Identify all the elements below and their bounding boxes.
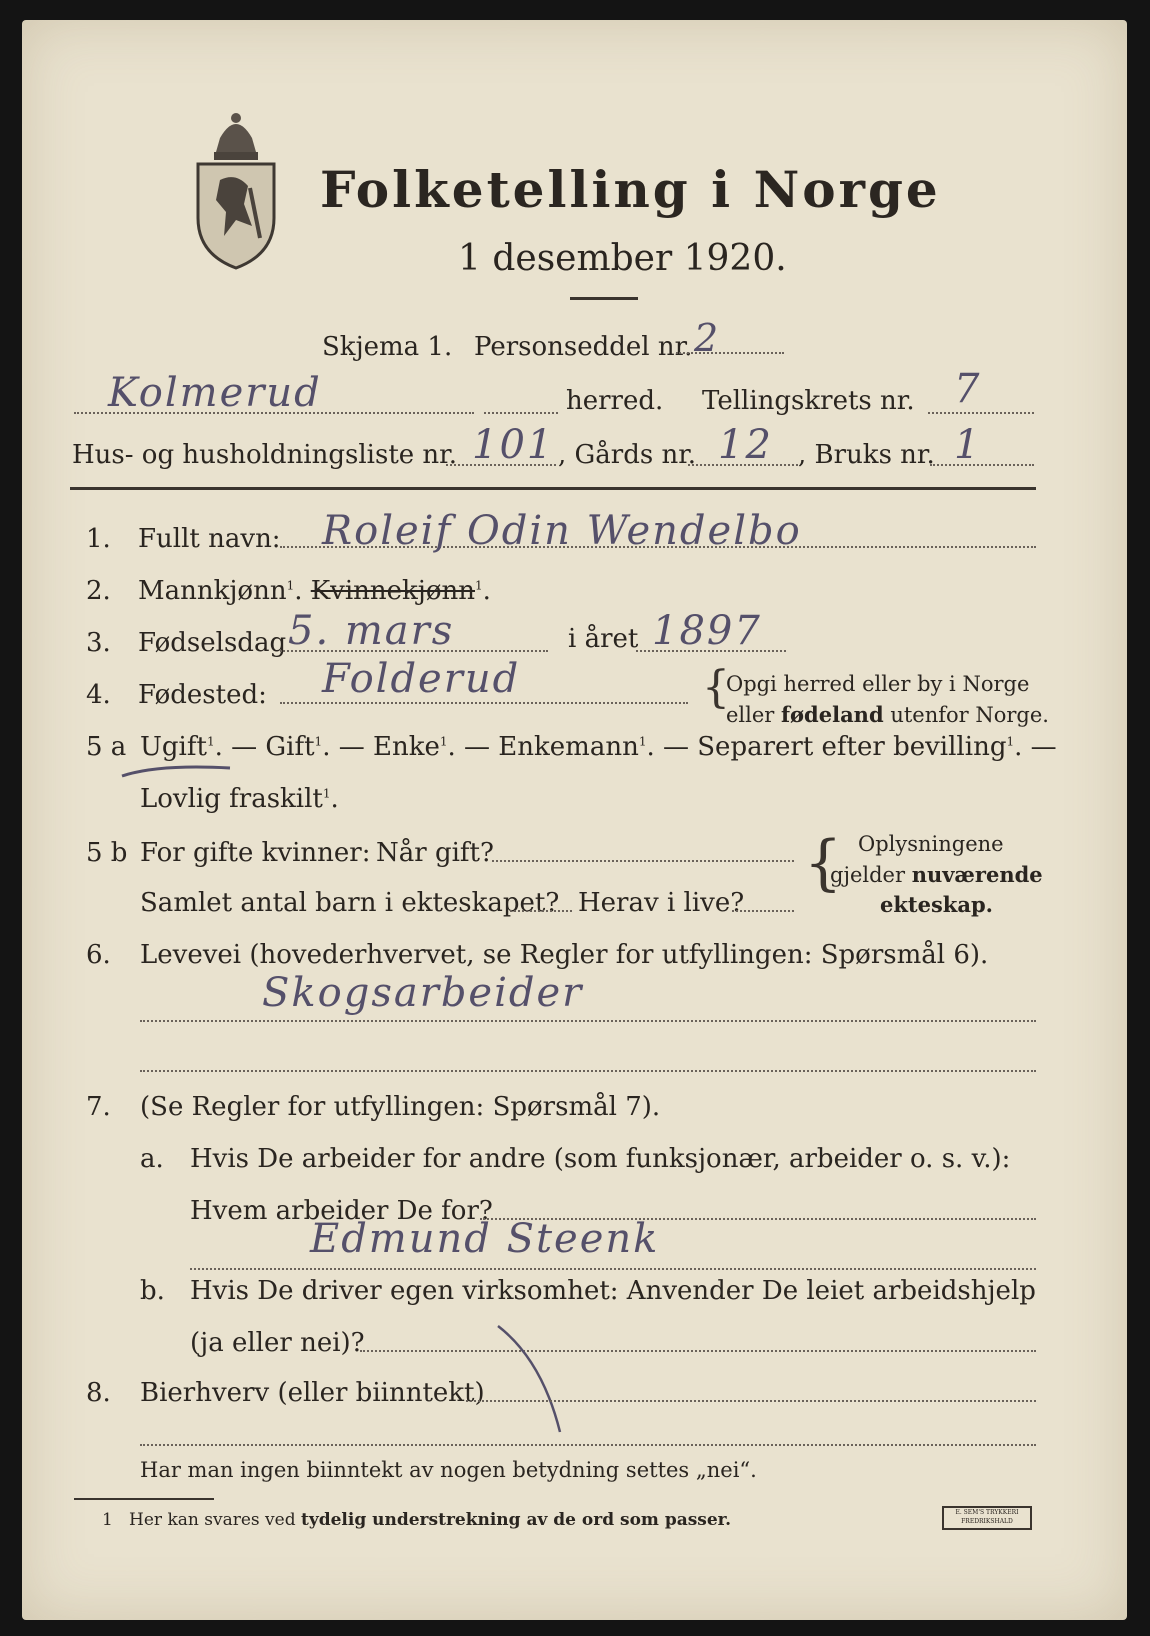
skjema-label: Skjema 1. [322, 332, 453, 362]
ugift-underline [118, 758, 238, 782]
q3-year-label: i året [568, 624, 639, 654]
q7b-number: b. [140, 1276, 165, 1306]
bruks-value: 1 [954, 422, 982, 468]
title-divider [570, 297, 638, 300]
census-form-page: Folketelling i Norge 1 desember 1920. Skjema 1. Personseddel nr. 2 Kolmerud herred. Tellingskrets nr. 7 Hus- og husholdningsliste nr. 101 , Gårds nr. 12 , Bruks nr. 1 1. Fullt navn: Roleif Odin Wendelbo 2. Mannkjønn$^1$. Kvinnekjønn$^1$. 3. Fødselsdag 5. mars i året 1897 4. Fødested: Folderud { Opgi herred eller by i Norge eller fødeland utenfor Norge. 5 a Ugift$^1$. — Gift$^1$. — Enke$^1$. — Enkemann$^1$. — Separert efter bevilling$^1$. — Lovlig fraskilt$^1$. 5 b For gifte kvinner: Når gift? Samlet antal barn i ekteskapet? Herav i live? { Oplysningene gjelder nuværende ekteskap. 6. Levevei (hovederhvervet, se Regler for utfyllingen: Spørsmål 6). Skogsarbeider 7. (Se Regler for utfyllingen: Spørsmål 7). a. Hvis De arbeider for andre (som funksjonær, arbeider o. s. v.): Hvem arbeider De for? Edmund Steenk b. Hvis De driver egen virksomhet: Anvender De leiet arbeidshjelp (ja eller nei)? 8. Bierhverv (eller biinntekt) Har man ingen biinntekt av nogen betydning settes „nei“. 1 Her kan svares ved tydelig understrekning av de ord som passer. E. SEM'S TRYKKERI FREDRIKSHALD [22, 20, 1127, 1620]
bruks-label: , Bruks nr. [798, 440, 935, 470]
lovlig-fraskilt: Lovlig fraskilt$^1$. [140, 784, 339, 814]
q7a-number: a. [140, 1144, 164, 1174]
hus-value: 101 [472, 422, 555, 468]
male-option: Mannkjønn [138, 576, 287, 606]
q5b-note-line3: ekteskap. [880, 892, 993, 917]
naar-gift-label: Når gift? [376, 838, 494, 868]
q5b-label: For gifte kvinner: [140, 838, 371, 868]
q2-number: 2. [86, 576, 111, 606]
q4-note-line1: Opgi herred eller by i Norge [726, 672, 1030, 696]
q7a-line-2 [190, 1268, 1036, 1270]
q6-line-2 [140, 1070, 1036, 1072]
samlet-barn-label: Samlet antal barn i ekteskapet? [140, 888, 560, 918]
hus-label: Hus- og husholdningsliste nr. [72, 440, 458, 470]
birth-day-value: 5. mars [288, 608, 455, 654]
norway-coat-of-arms-icon [190, 108, 282, 270]
q5a-number: 5 a [86, 732, 127, 762]
header-rule [70, 487, 1036, 490]
q8-number: 8. [86, 1378, 111, 1408]
q4-line [280, 702, 688, 704]
q7-number: 7. [86, 1092, 111, 1122]
footnote-rule [74, 1498, 214, 1500]
herred-label: herred. [566, 386, 664, 416]
bruks-line [930, 464, 1034, 466]
q5a-options: Ugift$^1$. — Gift$^1$. — Enke$^1$. — Enkemann$^1$. — Separert efter bevilling$^1$. — [140, 732, 1057, 762]
q7a-question: Hvem arbeider De for? [190, 1196, 493, 1226]
q3-label: Fødselsdag [138, 628, 287, 658]
female-option: Kvinnekjønn [310, 576, 476, 606]
herav-label: Herav i live? [578, 888, 745, 918]
personseddel-label: Personseddel nr. [474, 332, 693, 362]
printer-stamp: E. SEM'S TRYKKERI FREDRIKSHALD [942, 1506, 1032, 1530]
q5b-number: 5 b [86, 838, 128, 868]
herred-value: Kolmerud [108, 370, 322, 416]
tellingskrets-line [928, 412, 1034, 414]
personseddel-value: 2 [694, 316, 721, 360]
q1-label: Fullt navn: [138, 524, 281, 554]
q4-label: Fødested: [138, 680, 267, 710]
census-date: 1 desember 1920. [458, 238, 787, 279]
q7a-text: Hvis De arbeider for andre (som funksjonær, arbeider o. s. v.): [190, 1144, 1011, 1174]
page-title: Folketelling i Norge [320, 160, 941, 219]
q3-number: 3. [86, 628, 111, 658]
birthplace-value: Folderud [322, 656, 521, 702]
herred-line-2 [484, 412, 558, 414]
q7b-question: (ja eller nei)? [190, 1328, 365, 1358]
q4-number: 4. [86, 680, 111, 710]
employer-value: Edmund Steenk [310, 1216, 660, 1262]
footnote: 1 Her kan svares ved tydelig understrekning av de ord som passer. [102, 1510, 731, 1530]
q5b-note-line1: Oplysningene [858, 832, 1004, 856]
birth-year-value: 1897 [652, 608, 762, 654]
q7b-text: Hvis De driver egen virksomhet: Anvender De leiet arbeidshjelp [190, 1276, 1036, 1306]
q6-number: 6. [86, 940, 111, 970]
q4-note-line2: eller fødeland utenfor Norge. [726, 702, 1049, 727]
tellingskrets-value: 7 [954, 366, 982, 412]
occupation-value: Skogsarbeider [262, 970, 584, 1016]
q8-line-1 [466, 1400, 1036, 1402]
q7b-line [360, 1350, 1036, 1352]
tellingskrets-label: Tellingskrets nr. [702, 386, 915, 416]
samlet-barn-line [510, 910, 572, 912]
q5b-note-line2: gjelder nuværende [830, 862, 1043, 887]
q1-number: 1. [86, 524, 111, 554]
naar-gift-line [492, 860, 794, 862]
full-name-value: Roleif Odin Wendelbo [322, 508, 802, 554]
footer-note: Har man ingen biinntekt av nogen betydning settes „nei“. [140, 1458, 757, 1482]
q7-label: (Se Regler for utfyllingen: Spørsmål 7). [140, 1092, 661, 1122]
personseddel-line [676, 352, 784, 354]
gards-label: , Gårds nr. [558, 440, 697, 470]
dash-mark [492, 1320, 572, 1440]
q6-label: Levevei (hovederhvervet, se Regler for utfyllingen: Spørsmål 6). [140, 940, 989, 970]
q8-line-2 [140, 1444, 1036, 1446]
gards-value: 12 [718, 422, 773, 468]
q2-sex-options: Mannkjønn$^1$. Kvinnekjønn$^1$. [138, 576, 491, 606]
herav-line [732, 910, 794, 912]
ugift-option: Ugift [140, 732, 207, 762]
q8-label: Bierhverv (eller biinntekt) [140, 1378, 485, 1408]
q6-line-1 [140, 1020, 1036, 1022]
